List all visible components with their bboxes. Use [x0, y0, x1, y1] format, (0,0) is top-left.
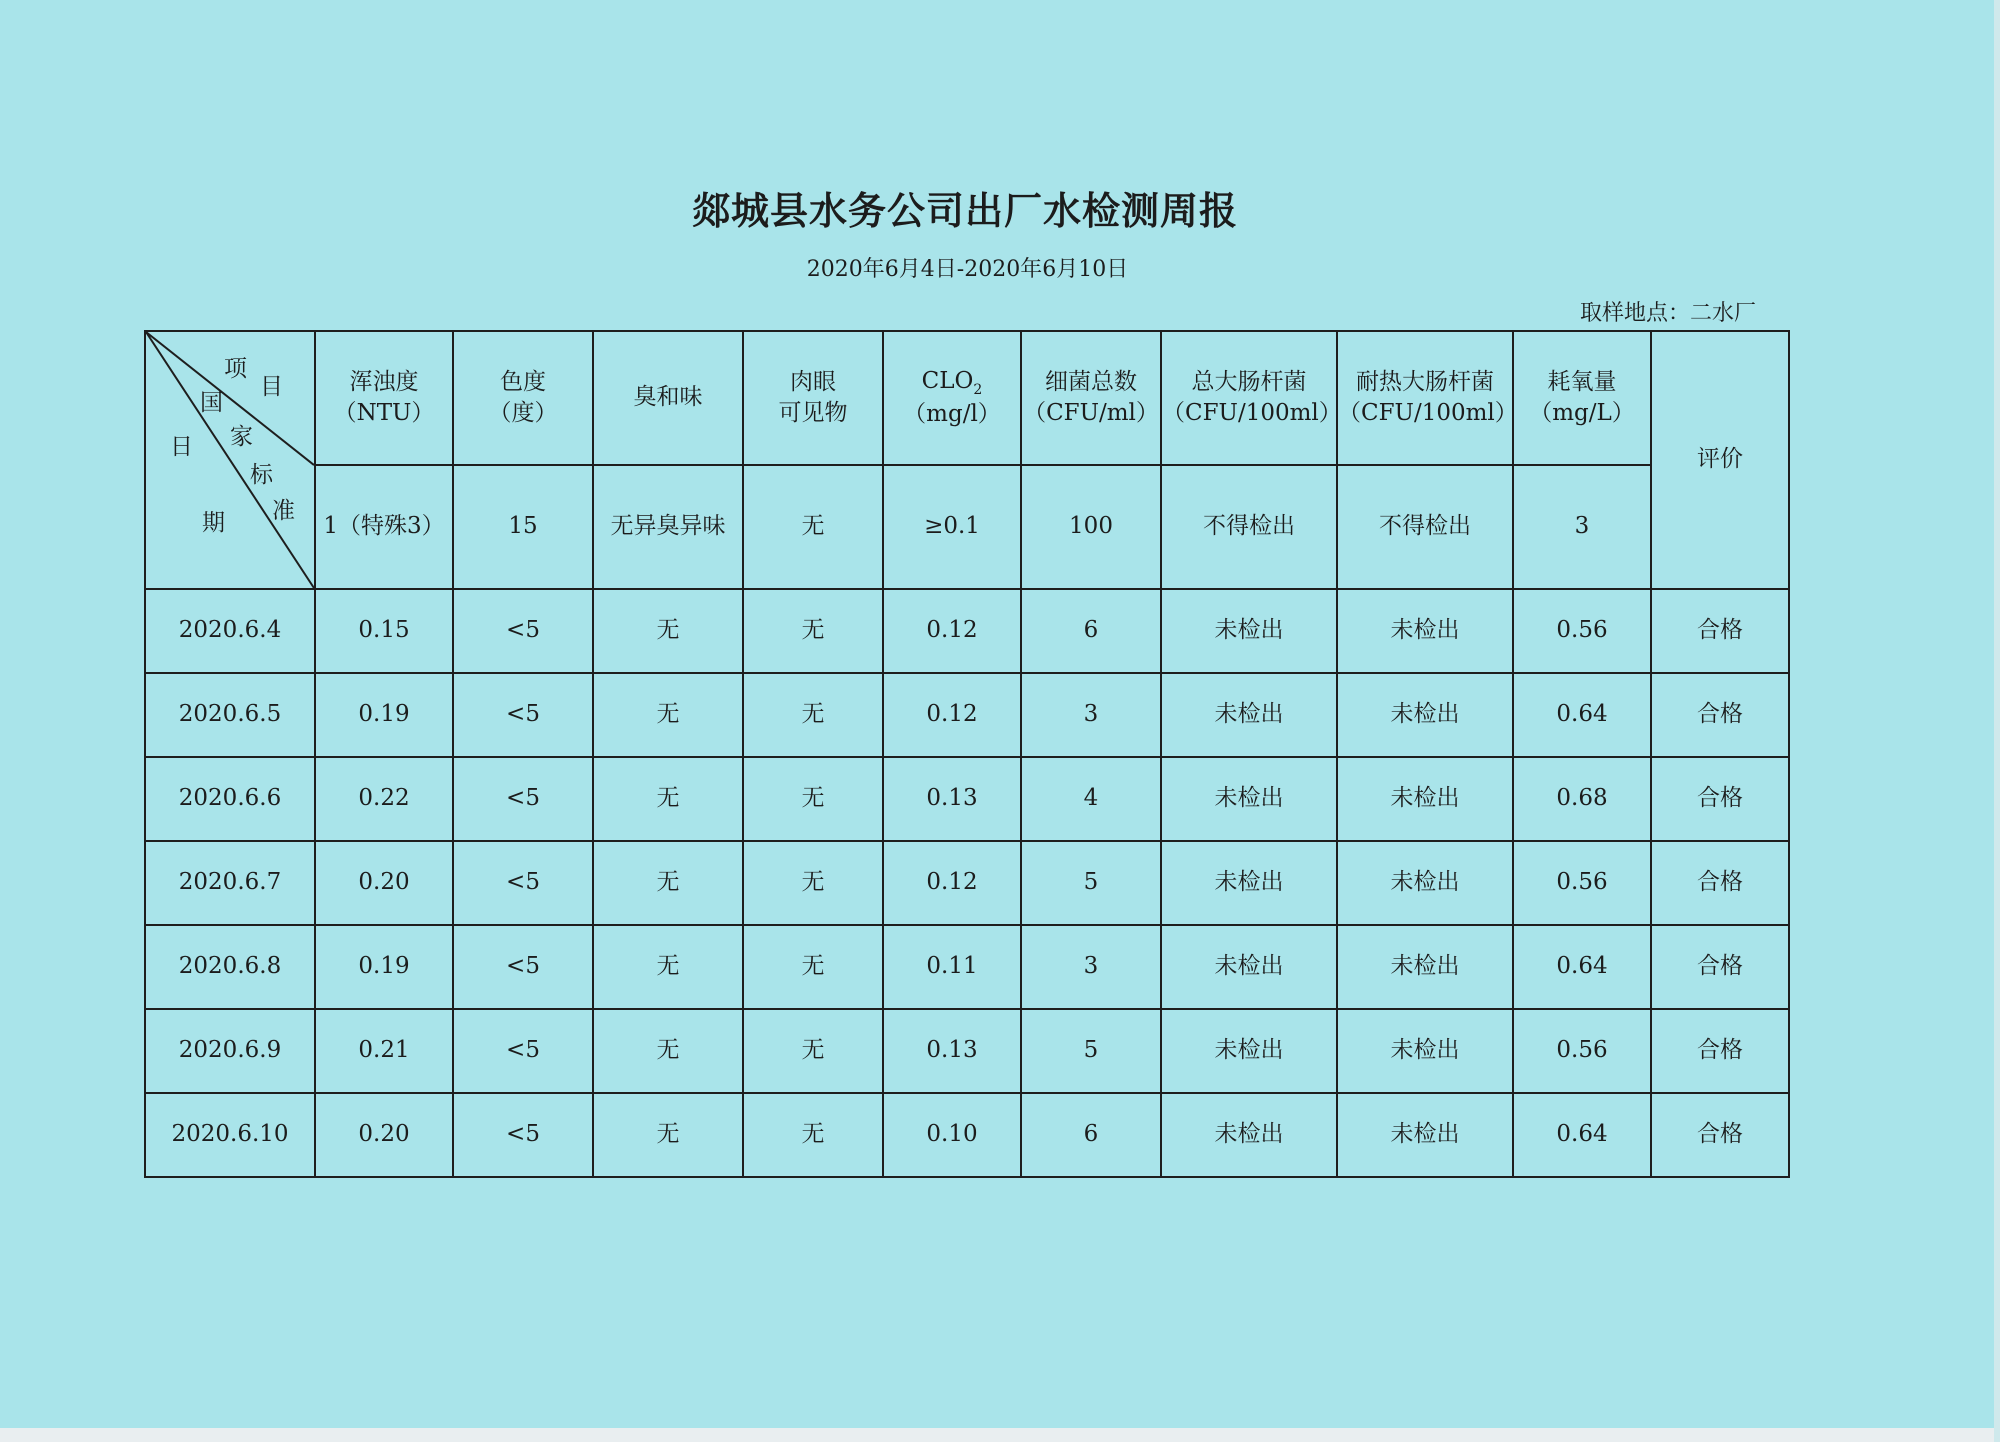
table-row [145, 1009, 1789, 1093]
table-cell: 0.56 [1513, 841, 1651, 925]
table-cell: 0.12 [883, 673, 1021, 757]
row-result: 合格 [1651, 925, 1789, 1009]
sampling-location [1540, 296, 1756, 327]
row-result: 合格 [1651, 1009, 1789, 1093]
table-cell: 0.11 [883, 925, 1021, 1009]
corner-label-date-2: 期 [202, 510, 225, 536]
table-cell: 无 [593, 841, 743, 925]
standard-cell: 100 [1021, 465, 1161, 589]
corner-label-standard-2: 家 [230, 424, 253, 450]
table-cell: 未检出 [1337, 757, 1513, 841]
table-cell: 0.22 [315, 757, 453, 841]
sampling-location-value: 二水厂 [1689, 301, 1756, 326]
table-cell: 0.21 [315, 1009, 453, 1093]
table-cell: 无 [743, 1009, 883, 1093]
table-cell: 0.56 [1513, 1009, 1651, 1093]
table-cell: 6 [1021, 589, 1161, 673]
report-date-range: 2020年6月4日-2020年6月10日 [806, 257, 1129, 282]
header-evaluation: 评价 [1651, 331, 1789, 589]
table-cell: 6 [1021, 1093, 1161, 1177]
table-cell: 未检出 [1337, 589, 1513, 673]
table-cell: 0.19 [315, 673, 453, 757]
table-cell: 未检出 [1337, 673, 1513, 757]
header-total-coliform: 总大肠杆菌 （CFU/100ml） [1161, 331, 1337, 465]
table-cell: 0.12 [883, 841, 1021, 925]
table-cell: 无 [593, 673, 743, 757]
standard-row [145, 465, 1789, 589]
row-date: 2020.6.4 [145, 589, 315, 673]
table-cell: <5 [453, 1093, 593, 1177]
table-row [145, 841, 1789, 925]
table-cell: 未检出 [1337, 1009, 1513, 1093]
header-thermo-coliform: 耐热大肠杆菌 （CFU/100ml） [1337, 331, 1513, 465]
corner-label-date-1: 日 [170, 434, 193, 460]
table-cell: <5 [453, 841, 593, 925]
row-result: 合格 [1651, 757, 1789, 841]
corner-label-item-1: 项 [224, 356, 247, 382]
standard-cell: 无异臭异味 [593, 465, 743, 589]
corner-header-cell [145, 331, 315, 589]
header-visible-matter: 肉眼 可见物 [743, 331, 883, 465]
table-cell: 0.68 [1513, 757, 1651, 841]
row-result: 合格 [1651, 589, 1789, 673]
standard-cell: 不得检出 [1161, 465, 1337, 589]
table-cell: 0.20 [315, 841, 453, 925]
table-cell: 0.19 [315, 925, 453, 1009]
water-quality-table [144, 330, 1790, 1178]
table-cell: 无 [743, 589, 883, 673]
table-cell: 未检出 [1337, 1093, 1513, 1177]
table-cell: 0.64 [1513, 1093, 1651, 1177]
row-result: 合格 [1651, 673, 1789, 757]
table-cell: 未检出 [1161, 841, 1337, 925]
table-cell: 3 [1021, 673, 1161, 757]
table-cell: 未检出 [1161, 673, 1337, 757]
row-date: 2020.6.7 [145, 841, 315, 925]
table-cell: 0.13 [883, 1009, 1021, 1093]
table-cell: 无 [593, 1093, 743, 1177]
row-date: 2020.6.9 [145, 1009, 315, 1093]
table-cell: 无 [743, 1093, 883, 1177]
header-total-bacteria: 细菌总数 （CFU/ml） [1021, 331, 1161, 465]
table-row [145, 757, 1789, 841]
table-row [145, 673, 1789, 757]
table-cell: 0.56 [1513, 589, 1651, 673]
corner-label-standard-4: 准 [272, 498, 295, 524]
table-cell: <5 [453, 589, 593, 673]
table-cell: 5 [1021, 841, 1161, 925]
table-cell: 未检出 [1161, 757, 1337, 841]
table-cell: <5 [453, 925, 593, 1009]
row-date: 2020.6.8 [145, 925, 315, 1009]
table-cell: 0.20 [315, 1093, 453, 1177]
table-cell: 无 [593, 757, 743, 841]
table-cell: 0.64 [1513, 925, 1651, 1009]
table-cell: 未检出 [1161, 1093, 1337, 1177]
table-cell: 未检出 [1161, 1009, 1337, 1093]
scan-right-edge [1994, 0, 2000, 1442]
table-cell: 0.10 [883, 1093, 1021, 1177]
table-cell: 无 [743, 841, 883, 925]
table-cell: 未检出 [1337, 841, 1513, 925]
table-cell: 0.64 [1513, 673, 1651, 757]
corner-label-standard-3: 标 [250, 462, 273, 488]
table-cell: 无 [593, 1009, 743, 1093]
table-cell: <5 [453, 1009, 593, 1093]
standard-cell: 无 [743, 465, 883, 589]
header-odor-taste: 臭和味 [593, 331, 743, 465]
corner-label-item-2: 目 [260, 374, 283, 400]
table-cell: 无 [743, 925, 883, 1009]
sampling-location-label: 取样地点： [1579, 301, 1690, 326]
report-title: 郯城县水务公司出厂水检测周报 [691, 189, 1238, 233]
scan-bottom-edge [0, 1428, 2000, 1442]
table-cell: 未检出 [1161, 589, 1337, 673]
table-cell: 未检出 [1337, 925, 1513, 1009]
header-color: 色度 （度） [453, 331, 593, 465]
row-date: 2020.6.6 [145, 757, 315, 841]
row-result: 合格 [1651, 841, 1789, 925]
table-cell: 0.12 [883, 589, 1021, 673]
table-cell: 4 [1021, 757, 1161, 841]
table-cell: 未检出 [1161, 925, 1337, 1009]
standard-cell: ≥0.1 [883, 465, 1021, 589]
table-cell: <5 [453, 757, 593, 841]
table-cell: 0.15 [315, 589, 453, 673]
table-cell: 3 [1021, 925, 1161, 1009]
header-turbidity: 浑浊度 （NTU） [315, 331, 453, 465]
standard-cell: 1（特殊3） [315, 465, 453, 589]
table-row [145, 589, 1789, 673]
standard-cell: 15 [453, 465, 593, 589]
table-row [145, 925, 1789, 1009]
table-cell: 无 [743, 757, 883, 841]
header-clo2: $CLO_2$ （mg/l） [883, 331, 1021, 465]
table-cell: <5 [453, 673, 593, 757]
standard-cell: 3 [1513, 465, 1651, 589]
standard-cell: 不得检出 [1337, 465, 1513, 589]
table-row [145, 1093, 1789, 1177]
table-cell: 无 [593, 589, 743, 673]
table-cell: 无 [593, 925, 743, 1009]
row-date: 2020.6.5 [145, 673, 315, 757]
header-oxygen-consumption: 耗氧量 （mg/L） [1513, 331, 1651, 465]
table-cell: 5 [1021, 1009, 1161, 1093]
row-date: 2020.6.10 [145, 1093, 315, 1177]
header-row [145, 331, 1789, 465]
corner-label-standard-1: 国 [200, 390, 223, 416]
row-result: 合格 [1651, 1093, 1789, 1177]
table-cell: 无 [743, 673, 883, 757]
table-cell: 0.13 [883, 757, 1021, 841]
